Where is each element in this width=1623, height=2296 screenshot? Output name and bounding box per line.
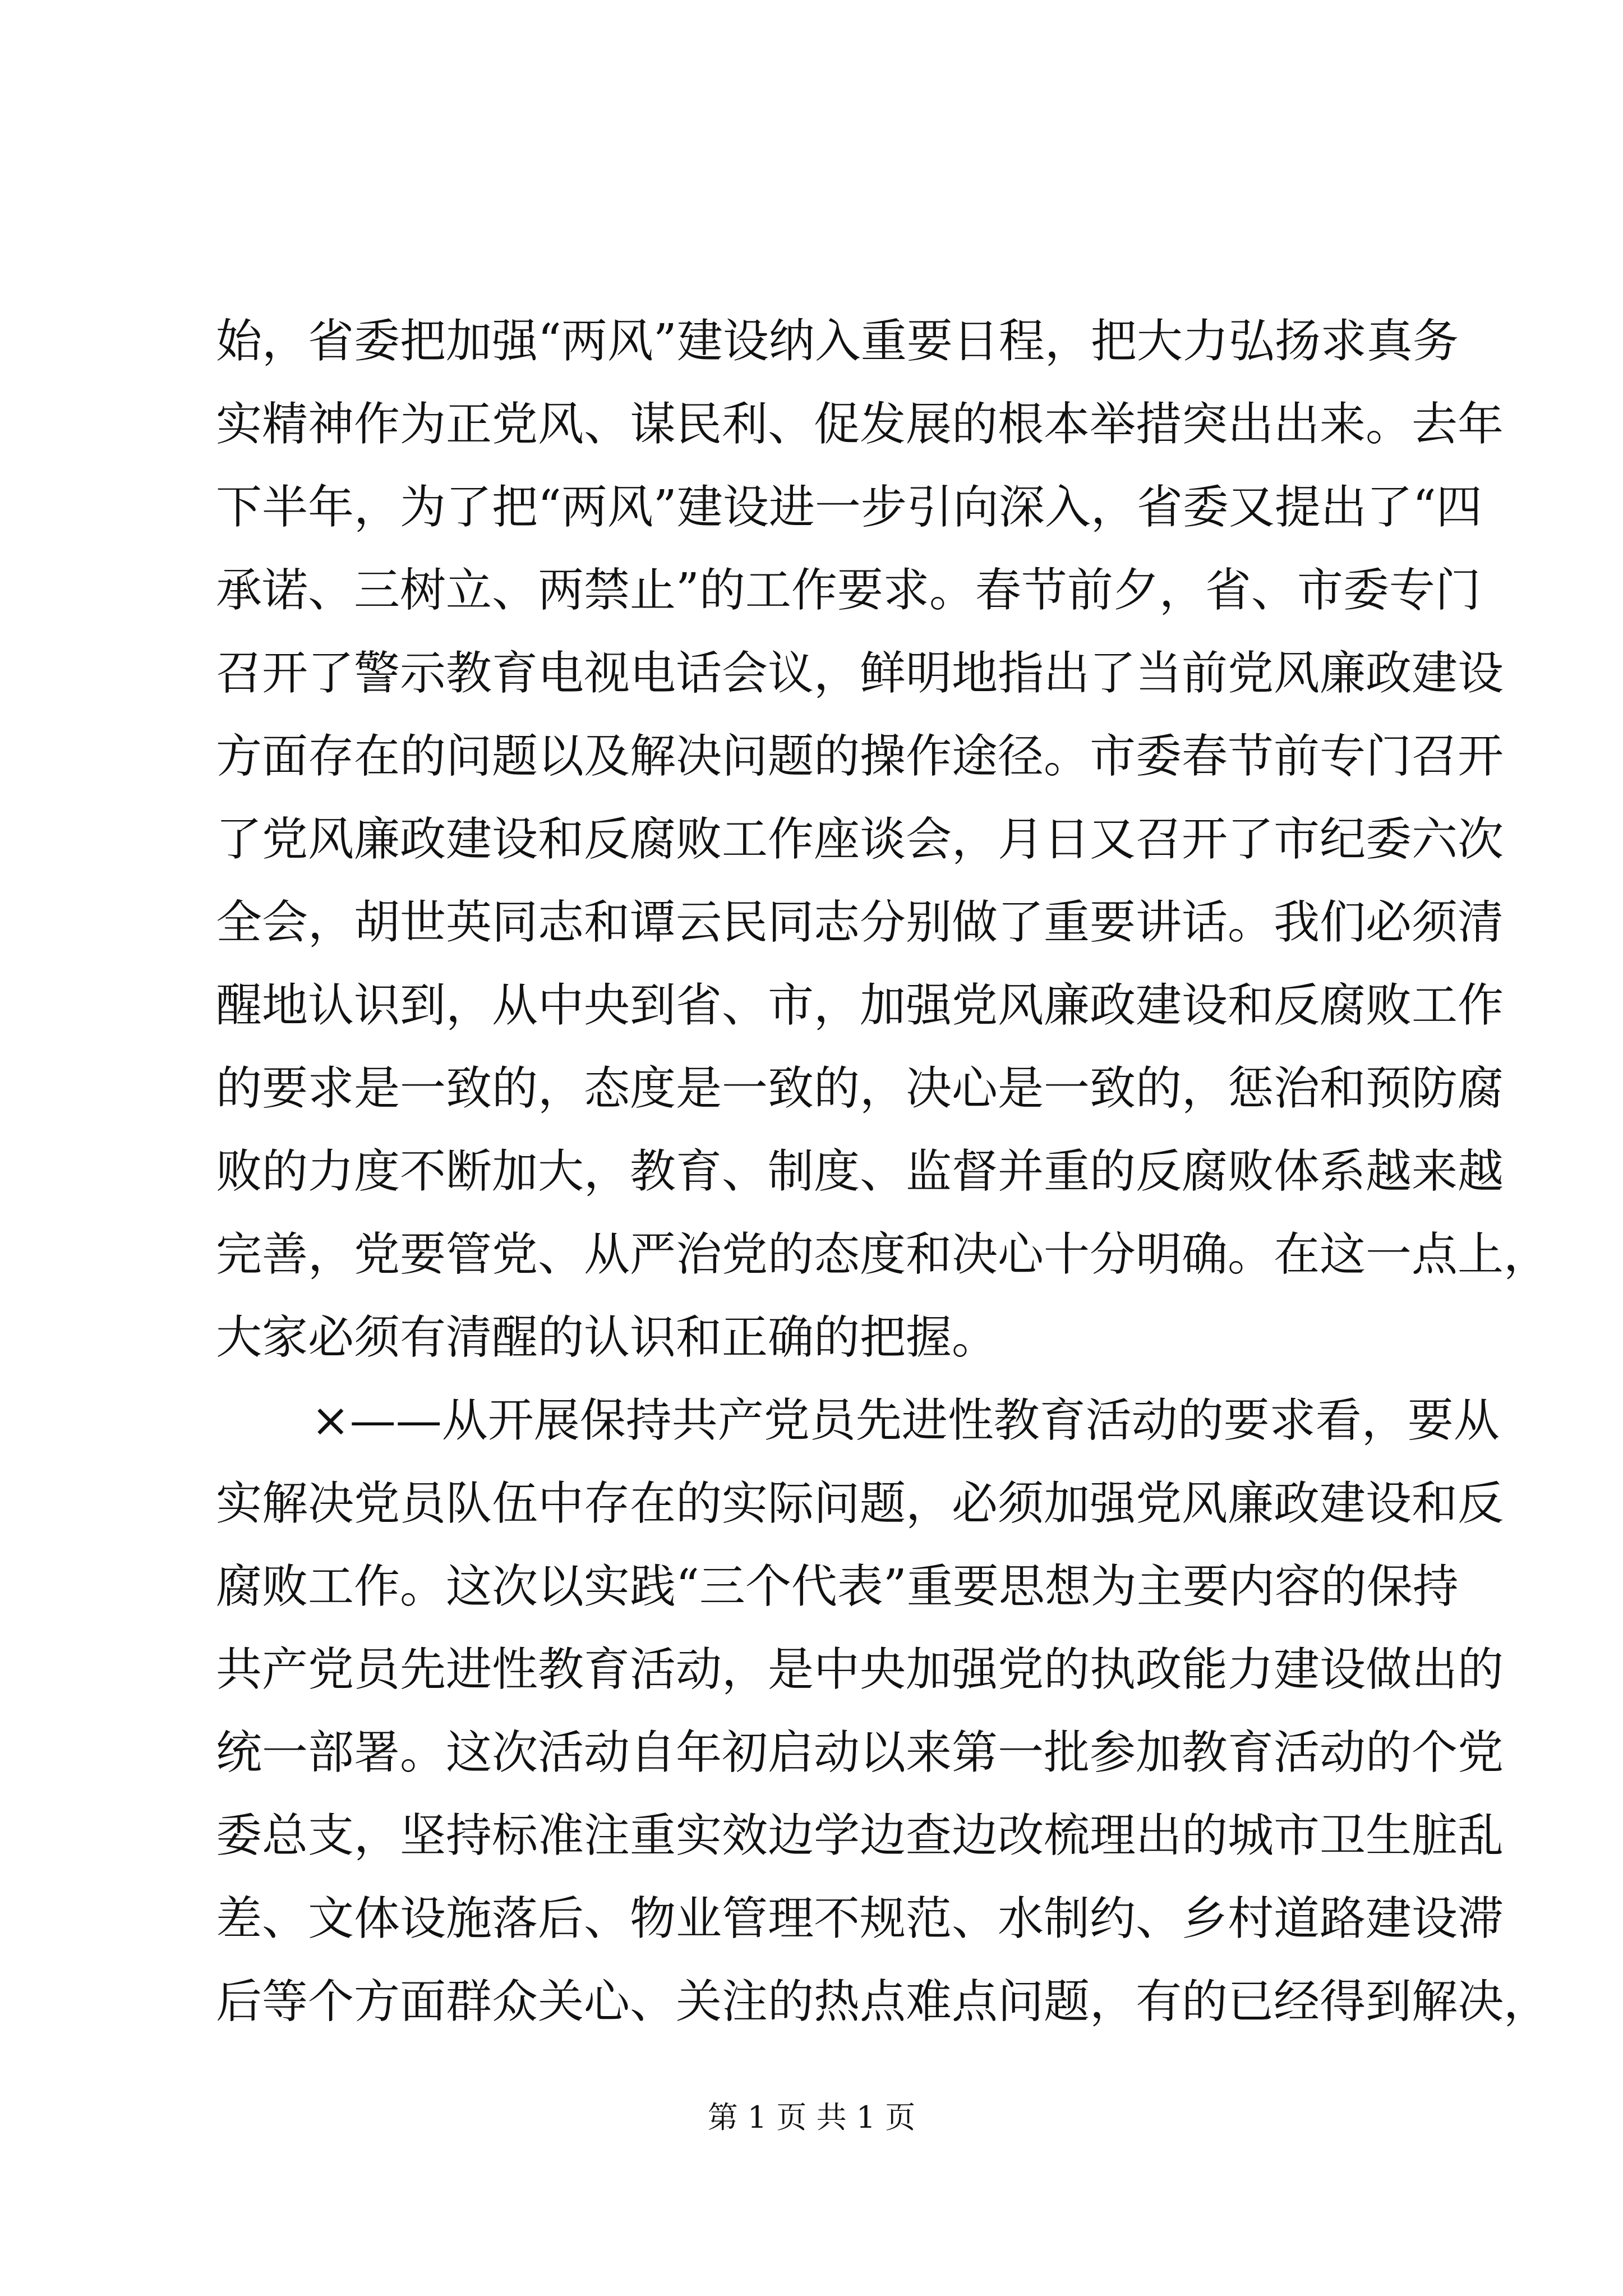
text-line-13: 大家必须有清醒的认识和正确的把握。 bbox=[216, 1311, 998, 1364]
text-line-12: 完善，党要管党、从严治党的态度和决心十分明确。在这一点上， bbox=[216, 1228, 1550, 1281]
text-line-5: 召开了警示教育电视电话会议，鲜明地指出了当前党风廉政建设 bbox=[216, 647, 1504, 700]
text-line-11: 败的力度不断加大，教育、制度、监督并重的反腐败体系越来越 bbox=[216, 1145, 1504, 1198]
text-line-7: 了党风廉政建设和反腐败工作座谈会，月日又召开了市纪委六次 bbox=[216, 813, 1504, 866]
page-footer: 第 1 页 共 1 页 bbox=[707, 2100, 916, 2135]
body-text bbox=[216, 300, 1550, 2044]
text-line-6: 方面存在的问题以及解决问题的操作途径。市委春节前专门召开 bbox=[216, 730, 1504, 783]
text-line-1: 始，省委把加强“两风”建设纳入重要日程，把大力弘扬求真务 bbox=[216, 315, 1459, 368]
text-line-20: 差、文体设施落后、物业管理不规范、水制约、乡村道路建设滞 bbox=[216, 1892, 1504, 1945]
text-line-19: 委总支，坚持标准注重实效边学边查边改梳理出的城市卫生脏乱 bbox=[216, 1809, 1504, 1862]
text-line-21: 后等个方面群众关心、关注的热点难点问题，有的已经得到解决， bbox=[216, 1975, 1550, 2028]
text-line-8: 全会，胡世英同志和谭云民同志分别做了重要讲话。我们必须清 bbox=[216, 896, 1504, 949]
text-line-15: 实解决党员队伍中存在的实际问题，必须加强党风廉政建设和反 bbox=[216, 1477, 1504, 1530]
text-line-17: 共产党员先进性教育活动，是中央加强党的执政能力建设做出的 bbox=[216, 1643, 1504, 1696]
text-line-10: 的要求是一致的，态度是一致的，决心是一致的，惩治和预防腐 bbox=[216, 1062, 1504, 1115]
text-line-16: 腐败工作。这次以实践“三个代表”重要思想为主要内容的保持 bbox=[216, 1560, 1459, 1613]
text-line-4: 承诺、三树立、两禁止”的工作要求。春节前夕，省、市委专门 bbox=[216, 564, 1481, 617]
text-line-2: 实精神作为正党风、谋民利、促发展的根本举措突出出来。去年 bbox=[216, 398, 1504, 451]
text-line-14: ×——从开展保持共产党员先进性教育活动的要求看，要从 bbox=[311, 1394, 1500, 1447]
text-line-9: 醒地认识到，从中央到省、市，加强党风廉政建设和反腐败工作 bbox=[216, 979, 1504, 1032]
text-line-3: 下半年，为了把“两风”建设进一步引向深入，省委又提出了“四 bbox=[216, 481, 1482, 534]
text-line-18: 统一部署。这次活动自年初启动以来第一批参加教育活动的个党 bbox=[216, 1726, 1504, 1779]
